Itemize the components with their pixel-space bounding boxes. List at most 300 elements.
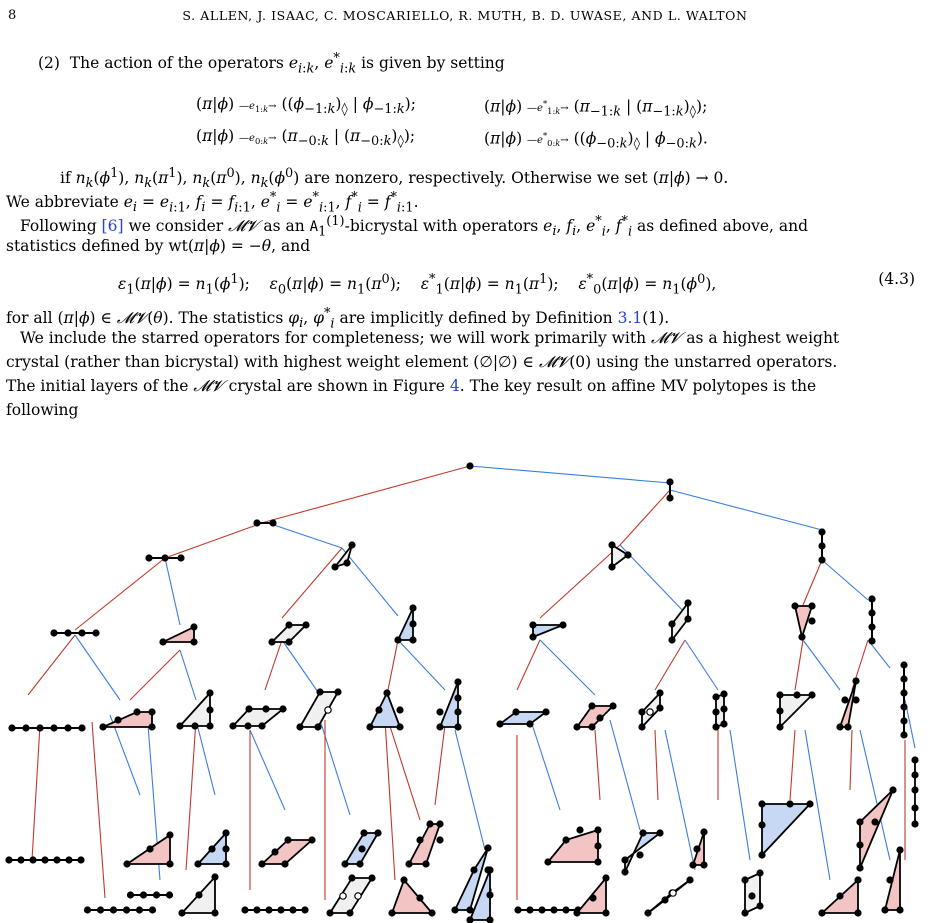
vertex-dot [467,917,473,923]
vertex-dot [455,724,461,730]
edge-e0 [822,560,868,600]
polytope-triangle [406,821,443,867]
vertex-dot [254,907,260,913]
polytope-triangle [819,877,861,916]
vertex-dot [54,857,60,863]
vertex-dot [819,543,825,549]
vertex-dot [513,709,519,715]
vertex-dot [78,857,84,863]
vertex-dot [487,917,493,923]
vertex-dot [845,724,851,730]
edge-e1 [75,558,165,630]
vertex-dot [589,703,595,709]
polytope-face [440,682,458,727]
polytope-segment [85,907,156,913]
vertex-dot [325,707,331,713]
vertex-dot [18,857,24,863]
vertex-dot [901,732,907,738]
vertex-dot [37,725,43,731]
edge-e0 [455,730,485,850]
vertex-dot [467,463,473,469]
vertex-dot [191,624,197,630]
edge-e0 [342,548,398,616]
vertex-dot [79,630,85,636]
vertex-dot [639,709,645,715]
vertex-dot [777,724,783,730]
vertex-dot [65,725,71,731]
polytope-face [548,830,598,862]
vertex-dot [603,910,609,916]
edge-e1 [165,522,265,558]
vertex-dot [223,846,229,852]
para2-line1: We include the starred operators for completeness; we will work primarily with 𝓜𝓥 as a highest weight [20,329,840,347]
polytope-parallelogram [342,830,381,867]
for-all-line: for all (π|ϕ) ∈ 𝓜𝓥(θ). The statistics $\varphi_i$, $\varphi^*_i$ are implicitly defined by Definition 3.1(1). [6,306,670,332]
vertex-dot [191,639,197,645]
polytope-segment [515,907,581,913]
edge-e1 [130,650,180,700]
vertex-dot [212,874,218,880]
vertex-dot [487,867,493,873]
vertex-dot [701,862,707,868]
vertex-dot [869,638,875,644]
edge-e1 [265,466,470,522]
vertex-dot [855,910,861,916]
vertex-dot [178,555,184,561]
edge-e1 [517,640,540,690]
vertex-dot [622,869,628,875]
vertex-dot [344,560,350,566]
vertex-dot [669,637,675,643]
vertex-dot [887,877,893,883]
vertex-dot [543,709,549,715]
vertex-dot [51,630,57,636]
vertex-dot [349,875,355,881]
polytope-face [103,712,152,727]
vertex-dot [357,861,363,867]
vertex-dot [749,893,755,899]
vertex-dot [869,610,875,616]
vertex-dot [192,723,198,729]
vertex-dot [690,862,696,868]
vertex-dot [590,895,596,901]
vertex-dot [792,603,798,609]
vertex-dot [395,637,401,643]
vertex-dot [787,801,793,807]
polytope-face [577,706,613,727]
polytope-triangle [395,605,416,643]
vertex-dot [819,557,825,563]
vertex-dot [375,830,381,836]
para2-line2: crystal (rather than bicrystal) with highest weight element (∅|∅) ∈ 𝓜𝓥(0) using the unstarred operators. [6,353,838,371]
root-node [467,463,473,469]
vertex-dot [713,724,719,730]
vertex-dot [410,605,416,611]
vertex-dot [471,867,477,873]
edge-e1 [655,730,658,800]
vertex-dot [207,707,213,713]
vertex-dot [335,689,341,695]
polytope-parallelogram [297,689,341,730]
vertex-dot [637,852,643,858]
vertex-dot [819,529,825,535]
vertex-dot [853,697,859,703]
vertex-dot [485,845,491,851]
vertex-dot [759,801,765,807]
vertex-dot [721,721,727,727]
polytope-face [300,692,338,727]
vertex-dot [857,842,863,848]
polytope-parallelogram [327,875,375,916]
vertex-dot [124,907,130,913]
vertex-dot [111,907,117,913]
polytope-face [163,627,194,642]
vertex-dot [467,907,473,913]
vertex-dot [437,724,443,730]
vertex-dot [794,692,800,698]
vertex-dot [609,564,615,570]
edge-e0 [265,522,342,548]
vertex-dot [645,910,651,916]
equation-number: (4.3) [878,270,915,288]
polytope-triangle [574,703,616,730]
polytope-triangle [437,679,461,730]
vertex-dot [855,877,861,883]
vertex-dot [912,757,918,763]
vertex-dot [639,724,645,730]
polytope-segment [242,907,308,913]
polytope-parallelogram [259,837,315,867]
vertex-dot [302,907,308,913]
polytope-triangle [497,709,549,727]
polytope-triangle [837,678,859,730]
vertex-dot [530,634,536,640]
vertex-dot [657,705,663,711]
vertex-dot [162,555,168,561]
vertex-dot [367,724,373,730]
vertex-dot [545,859,551,865]
item-2-intro: (2) The action of the operators $e_{i:k}$, $e^*_{i:k}$ is given by setting [38,51,505,77]
vertex-dot [901,676,907,682]
vertex-dot [799,634,805,640]
vertex-dot [437,837,443,843]
para2-line3: The initial layers of the 𝓜𝓥 crystal are shown in Figure 4. The key result on affine MV polytopes is the [6,377,817,395]
edge-e1 [92,722,105,898]
vertex-dot [230,723,236,729]
polytope-parallelogram [269,622,309,645]
vertex-dot [857,865,863,871]
vertex-dot [777,708,783,714]
vertex-dot [685,600,691,606]
polytope-face [648,880,690,913]
para2-line4: following [6,401,79,419]
vertex-dot [263,706,269,712]
vertex-dot [359,846,365,852]
vertex-dot [694,846,700,852]
vertex-dot [195,861,201,867]
edge-e1 [32,725,40,860]
vertex-dot [777,692,783,698]
vertex-dot [647,709,653,715]
edge-e0 [180,650,196,700]
vertex-dot [369,875,375,881]
polytope-nodes [6,463,918,923]
polytope-face [330,878,372,913]
vertex-dot [309,837,315,843]
running-header: S. ALLEN, J. ISAAC, C. MOSCARIELLO, R. MUTH, B. D. UWASE, AND L. WALTON [182,8,748,23]
vertex-dot [429,910,435,916]
vertex-dot [128,892,134,898]
vertex-dot [254,520,260,526]
vertex-dot [149,724,155,730]
polytope-face [500,712,546,724]
vertex-dot [93,630,99,636]
vertex-dot [297,724,303,730]
edge-e0 [530,718,560,810]
vertex-dot [912,772,918,778]
edge-e0 [398,640,445,690]
edge-e0 [75,635,120,700]
vertex-dot [417,895,423,901]
edge-e0 [730,730,750,860]
vertex-dot [574,724,580,730]
polytope-segment [146,555,184,561]
vertex-dot [51,725,57,731]
vertex-dot [455,679,461,685]
vertex-dot [721,706,727,712]
vertex-dot [589,724,595,730]
display-row2-right: (π|ϕ) $—e^*_{0:k}\to ((\phi_{-0:k})_◊$ | $\phi_{-0:k}$). [484,129,708,152]
vertex-dot [246,706,252,712]
polytope-triangle [530,622,566,640]
vertex-dot [79,725,85,731]
polytope-face [262,840,312,864]
vertex-dot [721,691,727,697]
polytope-triangle [609,542,631,570]
edge-e1 [795,640,803,690]
vertex-dot [563,837,569,843]
edge-e1 [388,720,420,820]
vertex-dot [397,724,403,730]
vertex-dot [901,704,907,710]
vertex-dot [757,903,763,909]
edge-e0 [610,720,640,830]
vertex-dot [437,709,443,715]
vertex-dot [66,857,72,863]
vertex-dot [577,827,583,833]
vertex-dot [100,724,106,730]
vertex-dot [115,717,121,723]
polytope-segment [254,520,276,526]
vertex-dot [347,910,353,916]
vertex-dot [290,907,296,913]
vertex-dot [179,910,185,916]
vertex-dot [278,907,284,913]
edge-e1 [655,640,685,690]
vertex-dot [207,690,213,696]
vertex-dot [349,542,355,548]
vertex-dot [212,910,218,916]
vertex-dot [342,861,348,867]
vertex-dot [515,907,521,913]
edge-e1 [265,640,282,690]
vertex-dot [837,724,843,730]
vertex-dot [401,877,407,883]
edge-e0 [685,640,718,690]
vertex-dot [539,907,545,913]
vertex-dot [280,706,286,712]
vertex-dot [376,707,382,713]
vertex-dot [259,861,265,867]
vertex-dot [259,723,265,729]
vertex-dot [869,596,875,602]
polytope-parallelogram [645,877,693,916]
polytope-parallelogram [230,706,286,729]
edge-e1 [803,560,822,605]
vertex-dot [625,552,631,558]
vertex-dot [912,821,918,827]
polytope-triangle [574,875,609,916]
vertex-dot [809,603,815,609]
edge-e0 [470,466,670,483]
figure-link[interactable]: 4 [449,377,460,395]
vertex-dot [286,622,292,628]
polytope-parallelogram [545,827,601,865]
polytope-triangle [124,832,173,867]
vertex-dot [6,857,12,863]
polytope-triangle [792,603,815,640]
vertex-dot [167,892,173,898]
vertex-dot [869,624,875,630]
vertex-dot [207,723,213,729]
vertex-dot [560,622,566,628]
polytope-triangle [195,830,229,867]
following-line-1: Following [6] we consider 𝓜𝓥 as an $A_1^{(1)}$-bicrystal with operators $e_i$, $f_i$, $e^*_i$, $f^*_i$ as defined above, and [20,214,809,240]
vertex-dot [303,622,309,628]
edge-e0 [282,640,320,695]
vertex-dot [242,907,248,913]
vertex-dot [713,694,719,700]
polytope-triangle [160,624,197,645]
vertex-dot [657,690,663,696]
edge-e1 [282,548,342,618]
polytope-face [392,880,432,913]
vertex-dot [574,910,580,916]
edge-e0 [540,640,595,695]
polytope-face [840,681,856,727]
display-row2-left: (π|ϕ) $—e_{0:k}\to (\pi_{-0:k}$ | $(\pi_{-0:k})_◊$); [196,127,416,150]
edge-e1 [595,730,600,800]
vertex-dot [809,618,815,624]
vertex-dot [685,616,691,622]
equation-4-3: $\varepsilon_1(\pi|\phi) = n_1(\phi^1)$; $\varepsilon_0(\pi|\phi) = n_1(\pi^0)$; $\varepsilon^*_1(\pi|\phi) = n_1(\pi^1)$; $\varepsilon^*_0(\pi|\phi) = n_1(\phi^0)$, [118,272,717,298]
polytope-segment [9,725,85,731]
polytope-face [370,693,400,727]
vertex-dot [603,875,609,881]
citation-link[interactable]: [6] [101,217,124,236]
definition-link[interactable]: 3.1 [617,309,643,328]
vertex-dot [146,555,152,561]
vertex-dot [497,721,503,727]
vertex-dot [527,721,533,727]
edge-e1 [790,730,795,800]
vertex-dot [410,637,416,643]
edge-e0 [670,490,822,530]
vertex-dot [317,689,323,695]
polytope-segment [6,857,84,863]
display-row1-left: (π|ϕ) $—e_{1:k}\to ((\phi_{-1:k})_◊$ | $\phi_{-1:k}$); [196,95,416,118]
polytope-triangle [367,690,403,730]
vertex-dot [759,852,765,858]
polytope-parallelogram [639,690,663,730]
vertex-dot [872,819,878,825]
vertex-dot [154,892,160,898]
edge-e1 [186,720,196,870]
vertex-dot [455,709,461,715]
polytope-face [533,625,563,637]
edge-e1 [385,720,395,880]
vertex-dot [669,621,675,627]
vertex-dot [897,847,903,853]
vertex-dot [223,861,229,867]
polytope-parallelogram [713,691,727,730]
vertex-dot [622,857,628,863]
vertex-dot [167,861,173,867]
vertex-dot [9,725,15,731]
vertex-dot [124,861,130,867]
polytope-segment [901,662,907,738]
vertex-dot [282,861,288,867]
vertex-dot [713,709,719,715]
vertex-dot [417,837,423,843]
polytope-triangle [912,757,918,827]
vertex-dot [609,542,615,548]
vertex-dot [150,907,156,913]
vertex-dot [141,892,147,898]
vertex-dot [657,830,663,836]
vertex-dot [901,690,907,696]
polytope-face [409,824,440,864]
vertex-dot [527,907,533,913]
vertex-dot [209,846,215,852]
vertex-dot [410,621,416,627]
vertex-dot [759,822,765,828]
vertex-dot [640,830,646,836]
vertex-dot [551,907,557,913]
vertex-dot [406,861,412,867]
vertex-dot [563,907,569,913]
vertex-dot [890,787,896,793]
edge-e1 [540,545,620,618]
vertex-dot [167,832,173,838]
vertex-dot [327,910,333,916]
vertex-dot [901,662,907,668]
vertex-dot [807,801,813,807]
vertex-dot [30,857,36,863]
vertex-dot [687,877,693,883]
edge-e0 [665,730,695,870]
vertex-dot [340,893,346,899]
vertex-dot [882,907,888,913]
vertex-dot [912,787,918,793]
vertex-dot [857,819,863,825]
vertex-dot [455,695,461,701]
edge-e1 [850,730,852,790]
edge-e0 [165,558,180,625]
vertex-dot [397,707,403,713]
vertex-dot [670,890,676,896]
edge-e0 [196,720,215,795]
